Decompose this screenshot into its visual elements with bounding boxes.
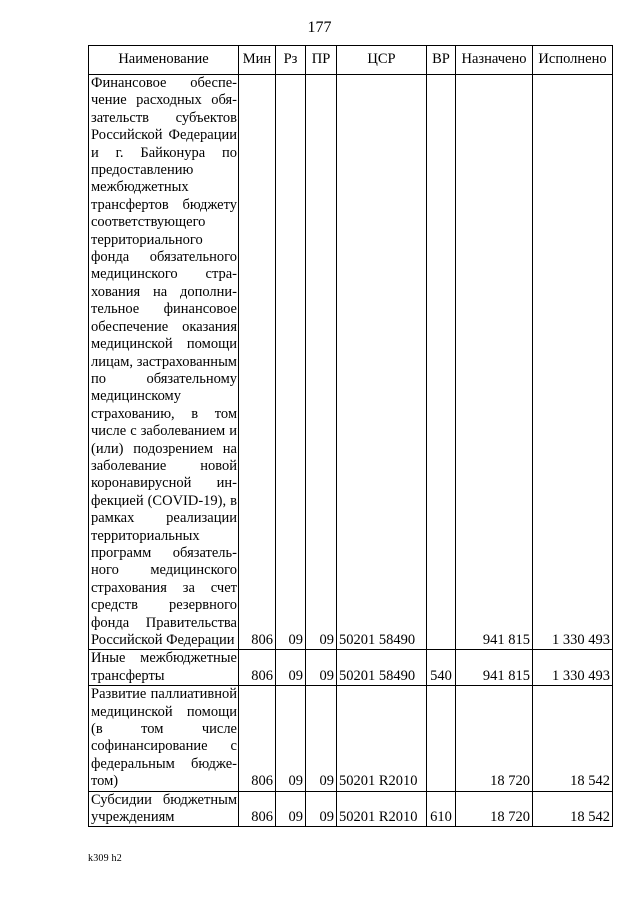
- header-min: Мин: [239, 46, 276, 75]
- row-rz: 09: [276, 791, 306, 827]
- row-vr: 610: [427, 791, 456, 827]
- row-name: Субсидии бюджетным учреждениям: [89, 791, 239, 827]
- row-executed: 1 330 493: [533, 75, 613, 650]
- row-pr: 09: [306, 791, 337, 827]
- row-vr: [427, 75, 456, 650]
- row-min: 806: [239, 791, 276, 827]
- row-pr: 09: [306, 650, 337, 686]
- row-rz: 09: [276, 650, 306, 686]
- table-row: [89, 650, 613, 686]
- row-pr: 09: [306, 75, 337, 650]
- row-rz: 09: [276, 686, 306, 791]
- row-vr: [427, 686, 456, 791]
- page-number: 177: [307, 19, 332, 36]
- header-assigned: Назначено: [456, 46, 533, 75]
- footer-code: k309 h2: [88, 853, 122, 864]
- row-vr: 540: [427, 650, 456, 686]
- row-csr: 50201 R2010: [337, 686, 427, 791]
- table-row: [89, 686, 613, 791]
- row-executed: 1 330 493: [533, 650, 613, 686]
- table-row: [89, 791, 613, 827]
- table-header-row: [89, 46, 613, 75]
- row-name: Развитие паллиативной медицинской помощи (в том числе софинансирование с федеральным бюджетом): [89, 686, 239, 791]
- row-assigned: 941 815: [456, 75, 533, 650]
- row-rz: 09: [276, 75, 306, 650]
- row-assigned: 18 720: [456, 791, 533, 827]
- row-assigned: 941 815: [456, 650, 533, 686]
- row-min: 806: [239, 650, 276, 686]
- header-executed: Исполнено: [533, 46, 613, 75]
- row-assigned: 18 720: [456, 686, 533, 791]
- header-vr: ВР: [427, 46, 456, 75]
- row-csr: 50201 58490: [337, 75, 427, 650]
- table-row: [89, 75, 613, 650]
- row-executed: 18 542: [533, 791, 613, 827]
- header-rz: Рз: [276, 46, 306, 75]
- header-csr: ЦСР: [337, 46, 427, 75]
- row-min: 806: [239, 686, 276, 791]
- row-csr: 50201 R2010: [337, 791, 427, 827]
- header-name: Наименование: [89, 46, 239, 75]
- row-pr: 09: [306, 686, 337, 791]
- row-name: Финансовое обеспечение расходных обязательств субъектов Российской Федерации и г. Байконура по предоставлению межбюджетных трансфертов бюджету соответствующего территориального фонда обязательного медицинского страхования на дополнительное финансовое обеспечение оказания медицинской помощи лицам, застрахованным по обязательному медицинскому страхованию, в том числе с заболеванием и (или) подозрением на заболевание новой коронавирусной инфекцией (COVID-19), в рамках реализации территориальных программ обязательного медицинского страхования за счет средств резервного фонда Правительства Российской Федерации: [89, 75, 239, 650]
- header-pr: ПР: [306, 46, 337, 75]
- row-min: 806: [239, 75, 276, 650]
- row-executed: 18 542: [533, 686, 613, 791]
- budget-table: [88, 45, 613, 827]
- row-name: Иные межбюджетные трансферты: [89, 650, 239, 686]
- row-csr: 50201 58490: [337, 650, 427, 686]
